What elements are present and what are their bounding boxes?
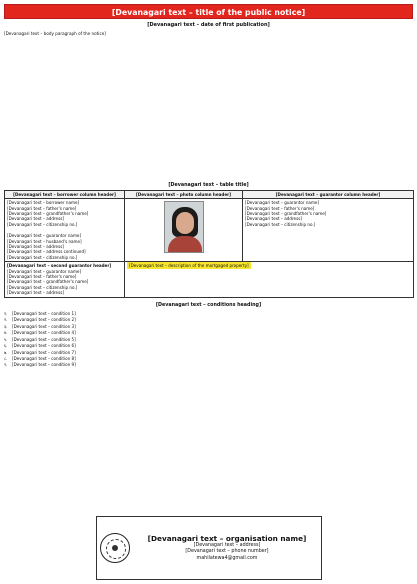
- borrower-photo: [164, 201, 204, 253]
- photo-cell: [125, 199, 243, 262]
- guarantor-line: [Devanagari text – father's name]: [7, 274, 77, 279]
- conditions-title: [Devanagari text – conditions heading]: [155, 302, 262, 308]
- footer-text: [136, 534, 318, 563]
- condition-item: १. [Devanagari text – condition 1]: [4, 310, 76, 316]
- details-table-title: [Devanagari text – table title]: [168, 182, 249, 188]
- details-table-row: [5, 262, 414, 297]
- organisation-logo-icon: [100, 533, 130, 563]
- guarantor-line: [Devanagari text – address]: [7, 290, 64, 296]
- notice-title: [Devanagari text – title of the public notice]: [4, 4, 413, 19]
- borrower-line: [Devanagari text – grandfather's name]: [7, 211, 89, 217]
- condition-item: ४. [Devanagari text – condition 4]: [4, 330, 76, 336]
- condition-item: ७. [Devanagari text – condition 7]: [4, 349, 76, 355]
- guarantor-line: [Devanagari text – grandfather's name]: [7, 279, 89, 285]
- guarantor-line: [Devanagari text – address continued]: [7, 249, 86, 255]
- borrower-line: [Devanagari text – citizenship no.]: [7, 221, 78, 227]
- second-guarantor-header: [Devanagari text – second guarantor header]: [7, 263, 112, 269]
- second-guarantor-cell: [5, 262, 125, 297]
- guarantor-line: [Devanagari text – grandfather's name]: [245, 211, 327, 217]
- guarantor-line: [Devanagari text – guarantor name]: [245, 200, 320, 206]
- organisation-email[interactable]: mahilatewa4@gmail.com: [196, 555, 258, 561]
- details-table: [4, 190, 414, 298]
- organisation-address: [Devanagari text – address]: [193, 542, 261, 548]
- details-table-row: [5, 199, 414, 262]
- guarantor-line: [Devanagari text – citizenship no.]: [7, 254, 78, 260]
- guarantor-line: [Devanagari text – guarantor name]: [7, 268, 82, 274]
- condition-item: ८. [Devanagari text – condition 8]: [4, 355, 76, 361]
- notice-paragraph: [Devanagari text – body paragraph of the notice]: [4, 30, 106, 36]
- borrower-cell: [5, 199, 125, 262]
- borrower-line: [Devanagari text – address]: [7, 216, 64, 222]
- guarantor-line: [Devanagari text – citizenship no.]: [7, 284, 78, 290]
- publication-date-line: [Devanagari text – date of first publication]: [147, 22, 270, 28]
- property-cell: [125, 262, 414, 297]
- condition-item: ६. [Devanagari text – condition 6]: [4, 343, 76, 349]
- photo-header: [Devanagari text – photo column header]: [125, 190, 243, 198]
- conditions-list: [4, 311, 413, 368]
- organisation-footer: [96, 516, 322, 580]
- condition-item: ९. [Devanagari text – condition 9]: [4, 362, 76, 368]
- condition-item: ५. [Devanagari text – condition 5]: [4, 336, 76, 342]
- guarantor-line: [Devanagari text – citizenship no.]: [245, 221, 316, 227]
- guarantor-cell: [243, 199, 414, 262]
- condition-item: २. [Devanagari text – condition 2]: [4, 317, 76, 323]
- borrower-line: [Devanagari text – father's name]: [7, 205, 77, 211]
- borrower-line: [Devanagari text – borrower name]: [7, 200, 80, 206]
- borrower-header: [Devanagari text – borrower column header]: [5, 190, 125, 198]
- guarantor-line: [Devanagari text – guarantor name]: [7, 233, 82, 239]
- guarantor-line: [Devanagari text – address]: [7, 244, 64, 250]
- guarantor-line: [Devanagari text – address]: [245, 216, 302, 222]
- condition-item: ३. [Devanagari text – condition 3]: [4, 323, 76, 329]
- guarantor-header: [Devanagari text – guarantor column header]: [243, 190, 414, 198]
- organisation-phone: [Devanagari text – phone number]: [185, 549, 269, 555]
- property-description: [Devanagari text – description of the mortgaged property]: [129, 263, 249, 269]
- organisation-name: [Devanagari text – organisation name]: [147, 533, 307, 543]
- guarantor-line: [Devanagari text – father's name]: [245, 205, 315, 211]
- details-table-header-row: [5, 190, 414, 198]
- guarantor-line: [Devanagari text – husband's name]: [7, 238, 82, 244]
